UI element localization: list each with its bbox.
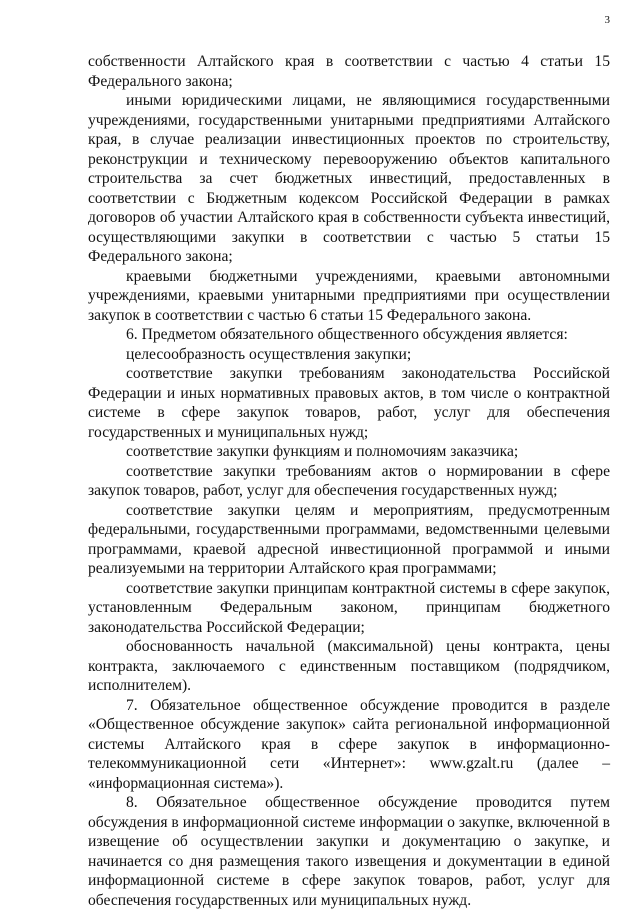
paragraph: краевыми бюджетными учреждениями, краевыми автономными учреждениями, краевыми унитарными предприятиями при осуществлении закупок в соответствии с частью 6 статьи 15 Федерального закона. bbox=[88, 267, 610, 324]
paragraph: соответствие закупки требованиям законодательства Российской Федерации и иных нормативных правовых актов, в том числе о контрактной системе в сфере закупок товаров, работ, услуг для обеспечения государственных и муниципальных нужд; bbox=[88, 365, 610, 441]
paragraph: соответствие закупки требованиям актов о нормировании в сфере закупок товаров, работ, услуг для обеспечения государственных нужд; bbox=[88, 462, 610, 499]
paragraph-item-6: 6. Предметом обязательного общественного обсуждения является: bbox=[126, 326, 568, 343]
paragraph: соответствие закупки целям и мероприятиям, предусмотренным федеральными, государственными программами, ведомственными целевыми программами, краевой адресной инвестиционной программой и иными реализуемыми на территории Алтайского края программами; bbox=[88, 501, 610, 577]
page-number: 3 bbox=[604, 14, 610, 26]
paragraph: соответствие закупки принципам контрактной системы в сфере закупок, установленным Федеральным законом, принципам бюджетного законодательства Российской Федерации; bbox=[88, 579, 610, 636]
paragraph-continuation: собственности Алтайского края в соответствии с частью 4 статьи 15 Федерального закона; bbox=[88, 53, 610, 90]
paragraph: соответствие закупки функциям и полномочиям заказчика; bbox=[126, 443, 519, 460]
paragraph-item-8: 8. Обязательное общественное обсуждение проводится путем обсуждения в информационной системе информации о закупке, включенной в извещение об осуществлении закупки и документацию о закупке, и начинается со дня размещения такого извещения и документации в единой информационной системе в сфере закупок товаров, работ, услуг для обеспечения государственных или муниципальных нужд. bbox=[88, 794, 610, 909]
paragraph-item-7: 7. Обязательное общественное обсуждение проводится в разделе «Общественное обсуждение закупок» сайта региональной информационной системы Алтайского края в сфере закупок в информационно-телекоммуникационной сети «Интернет»: www.gzalt.ru (далее – «информационная система»). bbox=[88, 696, 610, 792]
document-body bbox=[88, 52, 610, 910]
paragraph: обоснованность начальной (максимальной) цены контракта, цены контракта, заключаемого с единственным поставщиком (подрядчиком, исполнителем). bbox=[88, 638, 610, 694]
paragraph: целесообразность осуществления закупки; bbox=[126, 345, 412, 363]
paragraph: иными юридическими лицами, не являющимися государственными учреждениями, государственными унитарными предприятиями Алтайского края, в случае реализации инвестиционных проектов по строительству, реконструкции и техническому перевооружению объектов капитального строительства за счет бюджетных инвестиций, предоставленных в соответствии с Бюджетным кодексом Российской Федерации в рамках договоров об участии Алтайского края в собственности субъекта инвестиций, осуществляющими закупки в соответствии с частью 5 статьи 15 Федерального закона; bbox=[88, 92, 610, 265]
